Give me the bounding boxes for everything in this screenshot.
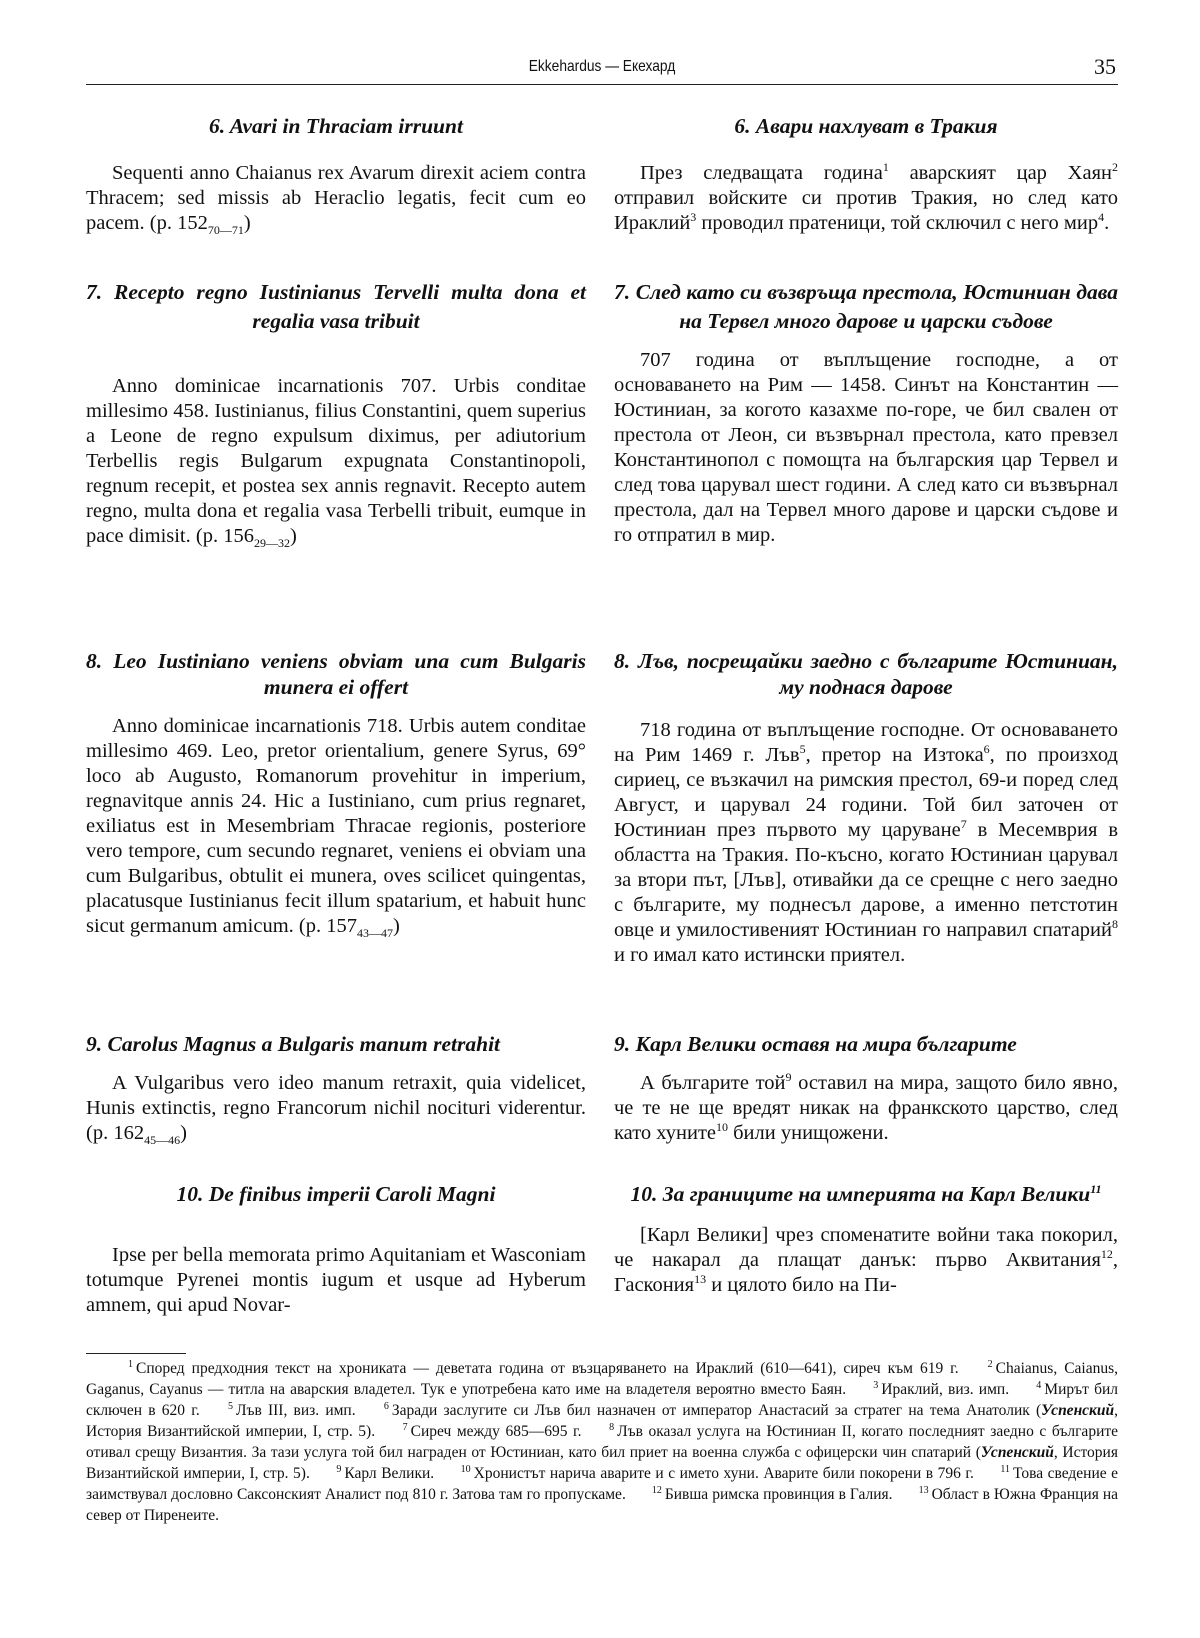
footnotes [86,1358,1118,1526]
footnote-ref[interactable]: 12 [1100,1247,1113,1261]
bulgarian-heading-7: 7. След като си възвръща престола, Юстиниан дава на Тервел много дарове и царски съдове [614,280,1118,333]
latin-heading-7: 7. Recepto regno Iustinianus Tervelli multa dona et regalia vasa tribuit [86,280,586,333]
footnote-3: $^3$ Ираклий, виз. имп. [873,1380,1010,1398]
bulgarian-text-8: 718 година от въплъщение господне. От основаването на Рим 1469 г. Лъв$^5$, претор на Изтока$^6$, по произход сириец, се възкачил на римския престол, 69-и поред след Август, и царувал 24 години. Той бил заточен от Юстиниан през първото му царуване$^7$ в Месемврия в областта на Тракия. По-късно, когато Юстиниан царувал за втори път, [Лъв], отивайки да се срещне с него заедно с българите, му поднесъл дарове, а именно петстотин овце и умилостивеният Юстиниан го направил спатарий$^8$ и го имал като истински приятел. [614,719,1119,966]
latin-text-8: Anno dominicae incarnationis 718. Urbis autem conditae millesimo 469. Leo, pretor orientalium, genere Syrus, 69° loco ab Augusto, Romanorum provehitur in imperium, regnavitque annis 24. Hic a Iustiniano, cum prius regnaret, exiliatus est in Mesembriam Thracae regionis, posteriore vero tempore, cum secundo regnaret, veniens ei obviam una cum Bulgaribus, obtulit ei munera, oves scilicet quingentas, placatusque Iustinianus fecit illum spatarium, et habuit hunc sicut germanum amicum. (p. $157_{43—47}$) [86,715,586,940]
latin-section-6 [86,112,586,236]
bulgarian-section-9 [614,1030,1118,1146]
footnote-ref[interactable]: 1 [882,160,889,174]
latin-section-10 [86,1180,586,1318]
footnote-8: $^8$ Лъв оказал услуга на Юстиниан II, когато последният заедно с българите отивал срещу Византия. За тази услуга той бил награден от Юстиниан, като бил приет на военна служба с офицерски чин спатарий (Успенский, История Византийской империи, I, стр. 5). [86,1422,1119,1482]
footnote-ref[interactable]: 2 [1112,160,1118,174]
bulgarian-section-7 [614,278,1118,548]
running-header [86,50,1118,85]
latin-heading-6: 6. Avari in Thraciam irruunt [209,114,463,138]
bulgarian-section-10 [614,1180,1118,1298]
latin-text-9: A Vulgaribus vero ideo manum retraxit, quia videlicet, Hunis extinctis, regno Francorum nichil nocituri viderentur. (p. $162_{45—46}$) [86,1072,586,1147]
bulgarian-text-6: През следващата година$^1$ аварският цар Хаян$^2$ отправил войските си против Тракия, но след като Ираклий$^3$ проводил пратеници, той сключил с него мир$^4$. [614,160,1118,234]
latin-section-8 [86,648,586,939]
latin-section-9 [86,1030,586,1146]
footnote-5: $^5$ Лъв III, виз. имп. [227,1401,356,1419]
latin-heading-8: 8. Leo Iustiniano veniens obviam una cum Bulgaris munera ei offert [86,649,586,699]
footnote-divider [86,1353,186,1354]
bulgarian-text-7: 707 година от въплъщение господне, а от основаването на Рим — 1458. Синът на Константин — Юстиниан, за когото казахме по-горе, че бил свален от престола от Леон, си възвърнал престола, като превзел Константинопол с помощта на българския цар Тервел и след това царувал шест години. А след като си възвърнал престола, дал на Тервел много дарове и царски съдове и го отпратил в мир. [614,349,1118,546]
footnote-ref[interactable]: 4 [1098,210,1105,224]
bulgarian-heading-9: 9. Карл Велики оставя на мира българите [614,1032,1017,1056]
footnote-ref[interactable]: 11 [1090,1182,1102,1196]
latin-section-7 [86,278,586,549]
footnote-ref[interactable]: 8 [1112,917,1118,931]
bulgarian-heading-10: 10. За границите на империята на Карл Велики$^{11}$ [630,1182,1102,1206]
footnote-12: $^{12}$ Бивша римска провинция в Галия. [651,1485,893,1503]
running-title: Ekkehardus — Екехард [528,58,676,75]
footnote-ref[interactable]: 9 [785,1070,792,1084]
footnote-ref[interactable]: 7 [960,817,967,831]
latin-text-6: Sequenti anno Chaianus rex Avarum direxit aciem contra Thracem; sed missis ab Heraclio legatis, fecit cum eo pacem. (p. $152_{70—71}$) [86,162,586,237]
footnote-ref[interactable]: 5 [799,742,806,756]
footnote-block [86,1358,1118,1526]
latin-heading-9: 9. Carolus Magnus a Bulgaris manum retrahit [86,1032,501,1056]
footnote-6: $^6$ Заради заслугите си Лъв бил назначен от император Анастасий за стратег на тема Анатолик (Успенский, История Византийской империи, I, стр. 5). [86,1401,1119,1440]
bulgarian-section-8 [614,648,1118,968]
footnote-9: $^9$ Карл Велики. [336,1464,435,1482]
footnote-ref[interactable]: 3 [690,210,697,224]
latin-heading-10: 10. De finibus imperii Caroli Magni [176,1182,496,1206]
footnote-10: $^{10}$ Хронистът нарича аварите и с името хуни. Аварите били покорени в 796 г. [460,1464,974,1482]
footnote-4: $^4$ Мирът бил сключен в 620 г. [86,1380,1118,1419]
bulgarian-section-6 [614,112,1118,236]
footnote-2: $^2$ Chaianus, Caianus, Gaganus, Cayanus — титла на аварския владетел. Тук е употребена като име на владетеля вероятно вместо Баян. [86,1359,1119,1398]
footnote-1: $^1$ Според предходния текст на хрониката — деветата година от възцаряването на Ираклий (610—641), сиреч към 619 г. [128,1359,959,1377]
footnote-11: $^{11}$ Това сведение е заимствувал дословно Саксонският Аналист под 810 г. Затова там го пропускаме. [86,1464,1119,1503]
bulgarian-text-9: А българите той$^9$ оставил на мира, защото било явно, че те не ще вредят никак на франкското царство, след като хуните$^{10}$ били унищожени. [614,1070,1118,1144]
page-number: 35 [1094,54,1116,79]
footnote-ref[interactable]: 6 [983,742,990,756]
footnote-ref[interactable]: 10 [716,1120,728,1134]
latin-text-7: Anno dominicae incarnationis 707. Urbis conditae millesimo 458. Iustinianus, filius Constantini, quem superius a Leone de regno expulsum diximus, per adiutorium Terbellis regis Bulgarum expugnata Constantinopoli, regnum recepit, et postea sex annis regnavit. Recepto autem regno, multa dona et regalia vasa Terbelli tribuit, eumque in pace dimisit. (p. $156_{29—32}$) [86,375,586,550]
footnote-ref[interactable]: 13 [694,1272,707,1286]
latin-text-10: Ipse per bella memorata primo Aquitaniam et Wasconiam totumque Pyrenei montis iugum et usque ad Hyberum amnem, qui apud Novar- [86,1244,586,1316]
footnote-7: $^7$ Сиреч между 685—695 г. [402,1422,582,1440]
bulgarian-text-10: [Карл Велики] чрез споменатите войни така покорил, че накарал да плащат данък: първо Аквитания$^{12}$, Гаскония$^{13}$ и цялото било на Пи- [614,1224,1118,1296]
bulgarian-heading-6: 6. Авари нахлуват в Тракия [734,114,998,138]
bulgarian-heading-8: 8. Лъв, посрещайки заедно с българите Юстиниан, му поднася дарове [614,649,1118,699]
footnote-13: $^{13}$ Област в Южна Франция на север от Пиренеите. [86,1485,1119,1524]
